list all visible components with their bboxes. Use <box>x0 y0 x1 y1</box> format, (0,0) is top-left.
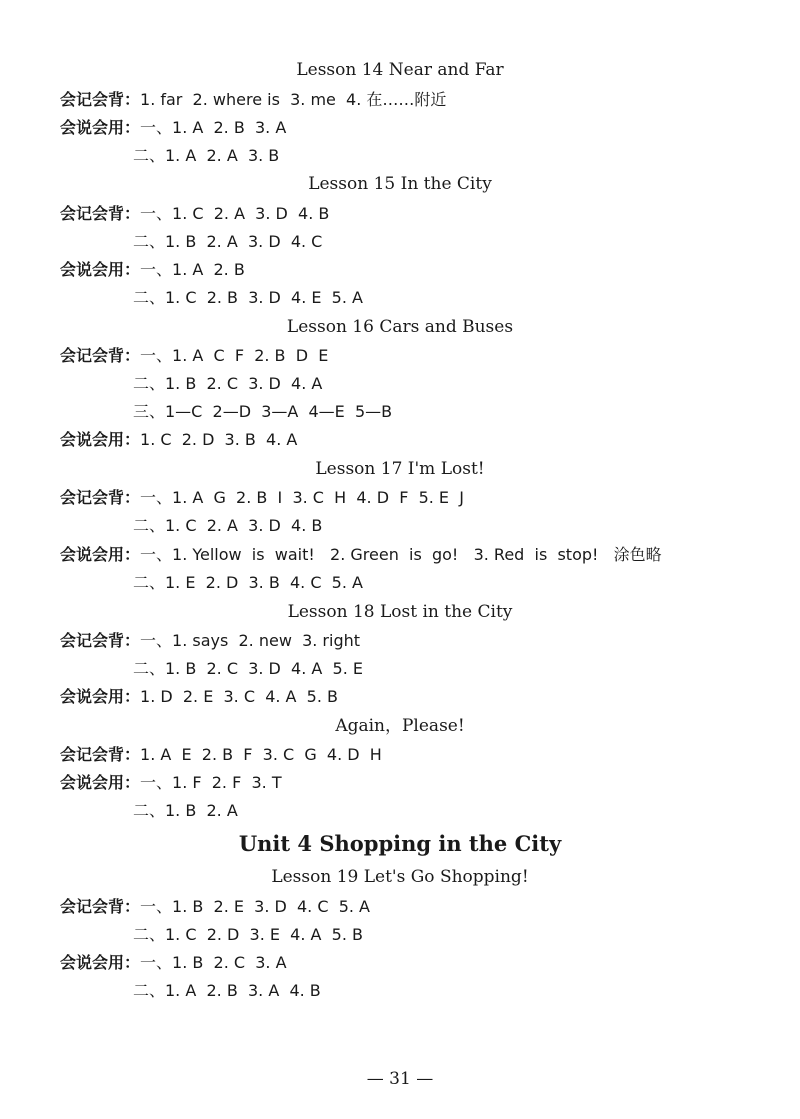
lesson-16-line-1 <box>60 345 328 367</box>
line-answer: 1. far 2. where is 3. me 4. 在……附近 <box>140 90 447 109</box>
line-label: 会说会用： <box>60 773 141 792</box>
line-answer: 二、1. A 2. A 3. B <box>133 146 280 165</box>
lesson-15-line-3 <box>60 259 245 281</box>
line-label: 会说会用： <box>60 687 141 706</box>
line-answer: 1. C 2. D 3. B 4. A <box>140 430 298 449</box>
lesson-18-title: Lesson 18 Lost in the City <box>287 602 513 622</box>
line-answer: 一、1. B 2. E 3. D 4. C 5. A <box>140 897 370 916</box>
again-please-line-1 <box>60 744 382 766</box>
unit-title: Unit 4 Shopping in the City <box>238 831 562 856</box>
line-answer: 二、1. B 2. A 3. D 4. C <box>133 232 323 251</box>
line-answer: 一、1. Yellow is wait! 2. Green is go! 3. Red is stop! 涂色略 <box>140 545 662 564</box>
page-number: — 31 — <box>366 1069 434 1089</box>
line-label: 会记会背： <box>60 346 141 365</box>
line-answer: 二、1. B 2. C 3. D 4. A 5. E <box>133 659 363 678</box>
lesson-19-line-4 <box>133 980 321 1002</box>
line-answer: 二、1. B 2. C 3. D 4. A <box>133 374 323 393</box>
line-label: 会说会用： <box>60 260 141 279</box>
line-label: 会记会背： <box>60 488 141 507</box>
line-answer: 1. D 2. E 3. C 4. A 5. B <box>140 687 338 706</box>
line-answer: 二、1. E 2. D 3. B 4. C 5. A <box>133 573 363 592</box>
lesson-14-title: Lesson 14 Near and Far <box>296 60 504 80</box>
lesson-15-line-4 <box>133 287 363 309</box>
lesson-17-line-1 <box>60 487 464 509</box>
lesson-15-line-1 <box>60 203 329 225</box>
again-please-title: Again，Please! <box>335 716 465 736</box>
lesson-19-line-2 <box>133 924 363 946</box>
line-answer: 二、1. C 2. B 3. D 4. E 5. A <box>133 288 363 307</box>
line-answer: 二、1. B 2. A <box>133 801 238 820</box>
line-answer: 二、1. C 2. D 3. E 4. A 5. B <box>133 925 363 944</box>
line-answer: 一、1. A C F 2. B D E <box>140 346 329 365</box>
lesson-16-title: Lesson 16 Cars and Buses <box>286 317 514 337</box>
again-please-line-2 <box>60 772 282 794</box>
line-answer: 一、1. C 2. A 3. D 4. B <box>140 204 330 223</box>
line-label: 会记会背： <box>60 897 141 916</box>
again-please-line-3 <box>133 800 238 822</box>
lesson-16-line-4 <box>60 429 297 451</box>
lesson-16-line-2 <box>133 373 322 395</box>
line-answer: 一、1. A 2. B <box>140 260 245 279</box>
line-label: 会记会背： <box>60 90 141 109</box>
line-answer: 二、1. A 2. B 3. A 4. B <box>133 981 321 1000</box>
line-label: 会说会用： <box>60 953 141 972</box>
line-label: 会记会背： <box>60 631 141 650</box>
line-label: 会说会用： <box>60 545 141 564</box>
lesson-17-line-4 <box>133 572 363 594</box>
line-answer: 一、1. A G 2. B I 3. C H 4. D F 5. E J <box>140 488 464 507</box>
lesson-17-line-3 <box>60 544 662 566</box>
lesson-19-line-1 <box>60 896 370 918</box>
line-answer: 三、1—C 2—D 3—A 4—E 5—B <box>133 402 393 421</box>
lesson-15-line-2 <box>133 231 322 253</box>
line-answer: 一、1. B 2. C 3. A <box>140 953 287 972</box>
lesson-14-line-3 <box>133 145 279 167</box>
line-answer: 二、1. C 2. A 3. D 4. B <box>133 516 323 535</box>
lesson-17-line-2 <box>133 515 322 537</box>
line-answer: 一、1. says 2. new 3. right <box>140 631 361 650</box>
lesson-14-line-2 <box>60 117 286 139</box>
line-label: 会说会用： <box>60 430 141 449</box>
line-answer: 1. A E 2. B F 3. C G 4. D H <box>140 745 382 764</box>
lesson-18-line-2 <box>133 658 363 680</box>
line-answer: 一、1. F 2. F 3. T <box>140 773 282 792</box>
lesson-15-title: Lesson 15 In the City <box>308 174 492 194</box>
lesson-19-title: Lesson 19 Let's Go Shopping! <box>271 867 529 887</box>
lesson-18-line-3 <box>60 686 338 708</box>
line-label: 会记会背： <box>60 745 141 764</box>
line-label: 会说会用： <box>60 118 141 137</box>
line-answer: 一、1. A 2. B 3. A <box>140 118 287 137</box>
lesson-17-title: Lesson 17 I'm Lost! <box>315 459 485 479</box>
lesson-16-line-3 <box>133 401 392 423</box>
lesson-18-line-1 <box>60 630 360 652</box>
line-label: 会记会背： <box>60 204 141 223</box>
lesson-14-line-1 <box>60 89 446 111</box>
lesson-19-line-3 <box>60 952 287 974</box>
